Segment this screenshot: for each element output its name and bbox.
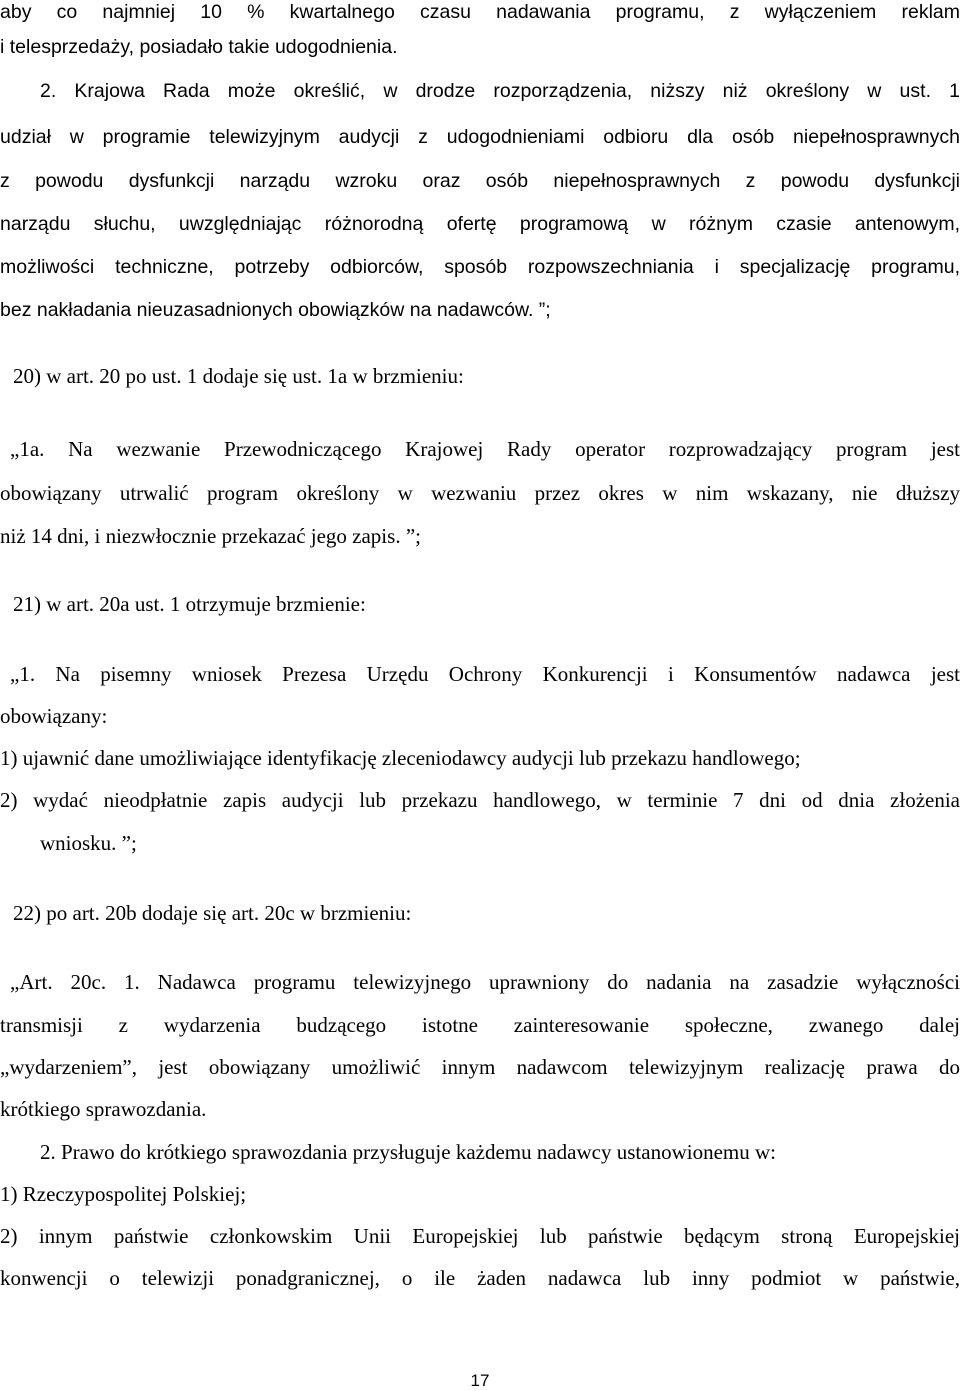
- text-line: wniosku. ”;: [40, 831, 137, 855]
- text-line: obowiązany:: [0, 704, 108, 728]
- text-line: „Art. 20c. 1. Nadawca programu telewizyjnego uprawniony do nadania na zasadzie wyłączności: [10, 970, 960, 994]
- text-line: krótkiego sprawozdania.: [0, 1097, 207, 1121]
- list-item: 2) wydać nieodpłatnie zapis audycji lub przekazu handlowego, w terminie 7 dni od dnia złożenia: [0, 788, 960, 812]
- text-line: konwencji o telewizji ponadgranicznej, o ile żaden nadawca lub inny podmiot w państwie,: [0, 1266, 960, 1290]
- text-line: „1. Na pisemny wniosek Prezesa Urzędu Ochrony Konkurencji i Konsumentów nadawca jest: [10, 662, 960, 686]
- text-line: narządu słuchu, uwzględniając różnorodną ofertę programową w różnym czasie antenowym,: [0, 213, 960, 235]
- text-line: bez nakładania nieuzasadnionych obowiązków na nadawców. ”;: [0, 299, 551, 321]
- text-line: i telesprzedaży, posiadało takie udogodnienia.: [0, 36, 398, 58]
- text-line: 2. Prawo do krótkiego sprawozdania przysługuje każdemu nadawcy ustanowionemu w:: [40, 1140, 776, 1164]
- text-line: udział w programie telewizyjnym audycji z udogodnieniami odbioru dla osób niepełnosprawnych: [0, 126, 960, 148]
- list-item: 20) w art. 20 po ust. 1 dodaje się ust. 1a w brzmieniu:: [13, 364, 464, 388]
- text-line: możliwości techniczne, potrzeby odbiorców, sposób rozpowszechniania i specjalizację programu,: [0, 256, 960, 278]
- list-item: 21) w art. 20a ust. 1 otrzymuje brzmienie:: [13, 592, 366, 616]
- text-line: 2. Krajowa Rada może określić, w drodze rozporządzenia, niższy niż określony w ust. 1: [40, 80, 960, 102]
- text-line: niż 14 dni, i niezwłocznie przekazać jego zapis. ”;: [0, 524, 421, 548]
- text-line: obowiązany utrwalić program określony w wezwaniu przez okres w nim wskazany, nie dłuższy: [0, 481, 960, 505]
- list-item: 22) po art. 20b dodaje się art. 20c w brzmieniu:: [13, 901, 412, 925]
- list-item: 1) ujawnić dane umożliwiające identyfikację zleceniodawcy audycji lub przekazu handlowego;: [0, 746, 801, 770]
- page-number: 17: [470, 1371, 490, 1390]
- list-item: 1) Rzeczypospolitej Polskiej;: [0, 1182, 247, 1206]
- text-line: „wydarzeniem”, jest obowiązany umożliwić innym nadawcom telewizyjnym realizację prawa do: [0, 1055, 960, 1079]
- text-line: z powodu dysfunkcji narządu wzroku oraz osób niepełnosprawnych z powodu dysfunkcji: [0, 170, 960, 192]
- list-item: 2) innym państwie członkowskim Unii Europejskiej lub państwie będącym stroną Europejskiej: [0, 1224, 960, 1248]
- text-line: „1a. Na wezwanie Przewodniczącego Krajowej Rady operator rozprowadzający program jest: [10, 437, 960, 461]
- text-line: aby co najmniej 10 % kwartalnego czasu nadawania programu, z wyłączeniem reklam: [0, 1, 960, 23]
- text-line: transmisji z wydarzenia budzącego istotne zainteresowanie społeczne, zwanego dalej: [0, 1013, 960, 1037]
